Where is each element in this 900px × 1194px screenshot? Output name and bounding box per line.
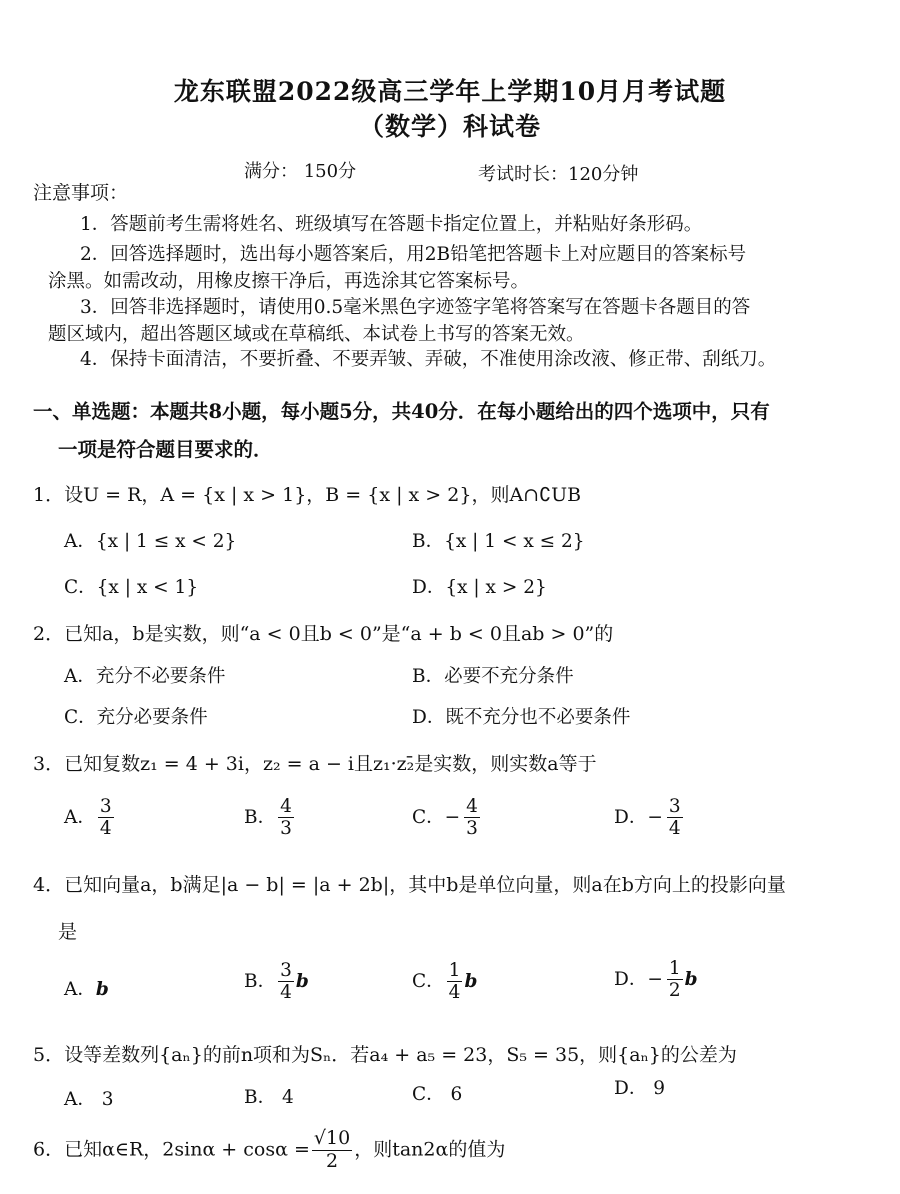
fraction-denominator: 4 [668, 818, 681, 840]
notice-item-3: 3．回答非选择题时，请使用0.5毫米黑色字迹签字笔将答案写在答题卡各题目的答 [80, 297, 751, 318]
notice-item-2-cont: 涂黑。如需改动，用橡皮擦干净后，再选涂其它答案标号。 [48, 271, 530, 292]
question-5-option-b: B． 4 [244, 1087, 294, 1108]
question-1-stem: 1．设U = R，A = {x | x > 1}，B = {x | x > 2}，则A∩∁UB [33, 484, 582, 506]
question-4-stem: 4．已知向量a，b满足|a − b| = |a + 2b|，其中b是单位向量，则a在b方向上的投影向量 [33, 874, 786, 896]
minus-sign: − [647, 807, 663, 829]
question-4-option-d [614, 958, 698, 1002]
option-label: B． [244, 970, 277, 992]
option-label: C． [412, 970, 445, 992]
question-6-stem [33, 1128, 505, 1173]
notice-item-2: 2．回答选择题时，选出每小题答案后，用2B铅笔把答题卡上对应题目的答案标号 [80, 244, 747, 265]
fraction-numerator: 4 [466, 796, 478, 817]
section-heading-cont: 一项是符合题目要求的． [58, 438, 273, 461]
question-5-stem: 5．设等差数列{aₙ}的前n项和为Sₙ．若a₄ + a₅ = 23，S₅ = 35，则{aₙ}的公差为 [33, 1044, 737, 1066]
question-5-option-c: C． 6 [412, 1084, 463, 1105]
fraction-denominator: 4 [99, 818, 112, 840]
notice-item-1: 1．答题前考生需将姓名、班级填写在答题卡指定位置上，并粘贴好条形码。 [80, 214, 703, 235]
fraction-numerator: 1 [668, 958, 681, 979]
question-3-option-d [614, 796, 685, 840]
fraction-numerator: 4 [280, 796, 292, 817]
question-6-stem-pre: 6．已知α∈R，2sinα + cosα = [33, 1138, 310, 1161]
question-2-option-a: A．充分不必要条件 [64, 666, 226, 687]
fraction [464, 796, 480, 840]
question-3-stem: 3．已知复数z₁ = 4 + 3i，z₂ = a − i且z₁·z₂̄是实数，则实数a等于 [33, 753, 597, 775]
question-2-option-d: D．既不充分也不必要条件 [412, 707, 631, 728]
vector-b: b [684, 968, 698, 990]
question-4-stem-cont: 是 [58, 921, 78, 943]
fraction [98, 796, 114, 840]
fraction [312, 1128, 352, 1173]
question-1-option-c: C．{x | x < 1} [64, 577, 199, 598]
exam-subtitle: （数学）科试卷 [358, 112, 541, 141]
fraction-numerator: 1 [448, 960, 461, 981]
section-heading: 一、单选题：本题共8小题，每小题5分，共40分．在每小题给出的四个选项中，只有 [33, 400, 770, 423]
notice-item-4: 4．保持卡面清洁，不要折叠、不要弄皱、弄破，不准使用涂改液、修正带、刮纸刀。 [80, 349, 777, 370]
fraction-denominator: 3 [280, 818, 292, 840]
vector-b: b [95, 979, 109, 1000]
vector-b: b [464, 970, 478, 992]
question-1-option-d: D．{x | x > 2} [412, 577, 547, 598]
option-label: D． [614, 806, 648, 828]
minus-sign: − [647, 969, 663, 991]
fraction [278, 796, 294, 840]
option-label: D． [614, 968, 648, 990]
question-1-option-b: B．{x | 1 < x ≤ 2} [412, 531, 585, 552]
fraction [447, 960, 463, 1004]
question-3-option-c [412, 796, 482, 840]
question-5-option-a: A． 3 [64, 1089, 114, 1110]
notice-heading: 注意事项： [33, 182, 129, 204]
option-label: B． [244, 806, 277, 828]
fraction-numerator: 3 [668, 796, 681, 817]
fraction-denominator: 3 [466, 818, 478, 840]
full-score: 满分： 150分 [244, 161, 357, 182]
fraction [278, 960, 294, 1004]
fraction [667, 796, 683, 840]
fraction-denominator: 4 [280, 982, 292, 1004]
question-1-option-a: A．{x | 1 ≤ x < 2} [64, 531, 237, 552]
option-label: A． [64, 979, 96, 1000]
option-label: A． [64, 806, 96, 828]
question-2-option-c: C．充分必要条件 [64, 707, 208, 728]
question-5-option-d: D． 9 [614, 1078, 665, 1099]
minus-sign: − [444, 807, 461, 829]
fraction-denominator: 4 [448, 982, 461, 1004]
question-2-stem: 2．已知a，b是实数，则“a < 0且b < 0”是“a + b < 0且ab > 0”的 [33, 623, 614, 645]
fraction-numerator: 3 [280, 960, 292, 981]
question-2-option-b: B．必要不充分条件 [412, 666, 574, 687]
notice-item-3-cont: 题区域内，超出答题区域或在草稿纸、本试卷上书写的答案无效。 [48, 324, 585, 345]
question-4-option-c [412, 960, 477, 1004]
fraction-denominator: 2 [668, 980, 681, 1002]
fraction-denominator: 2 [326, 1149, 339, 1172]
option-label: C． [412, 806, 445, 828]
question-6-stem-post: ，则tan2α的值为 [354, 1138, 506, 1161]
question-3-option-b [244, 796, 296, 840]
question-3-option-a [64, 796, 116, 840]
fraction [667, 958, 683, 1002]
question-4-option-b [244, 960, 309, 1004]
vector-b: b [295, 970, 309, 992]
exam-title: 龙东联盟2022级高三学年上学期10月月考试题 [173, 77, 727, 106]
question-4-option-a [64, 975, 109, 1001]
fraction-numerator: 3 [99, 796, 112, 817]
fraction-numerator: √10 [313, 1127, 351, 1149]
exam-time: 考试时长：120分钟 [478, 164, 639, 185]
